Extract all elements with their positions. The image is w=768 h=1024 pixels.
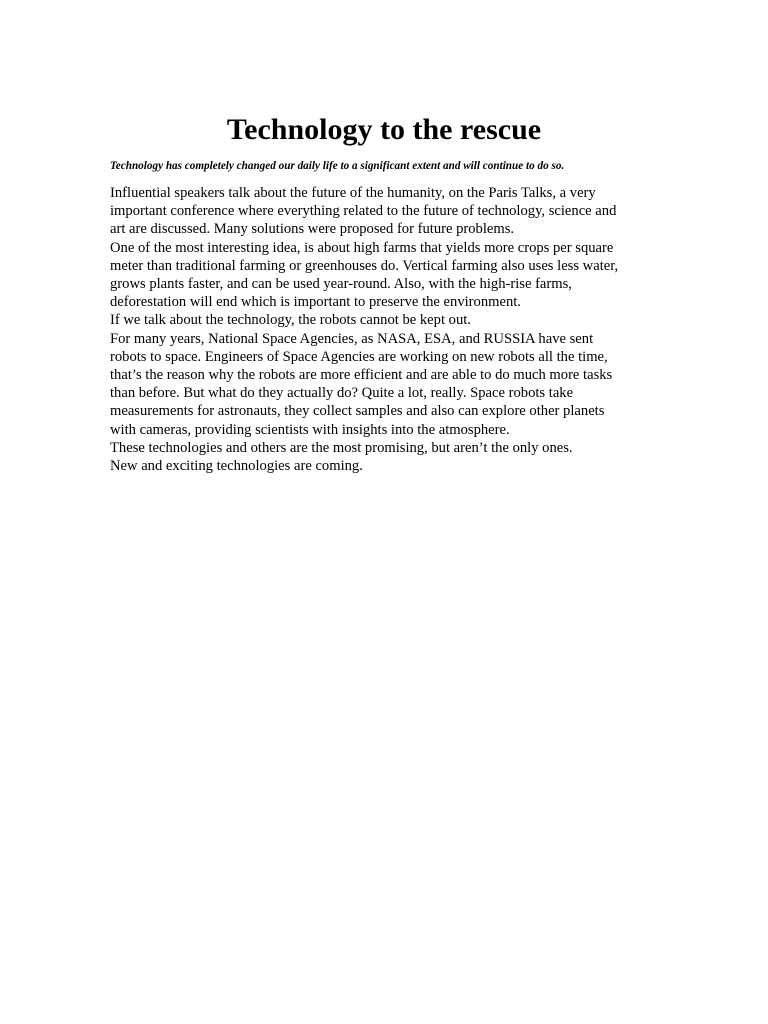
document-body (110, 184, 670, 475)
body-line: robots to space. Engineers of Space Agencies are working on new robots all the time, (110, 348, 608, 365)
body-line: If we talk about the technology, the robots cannot be kept out. (110, 312, 471, 329)
body-line: grows plants faster, and can be used year-round. Also, with the high-rise farms, (110, 276, 572, 293)
body-line: These technologies and others are the most promising, but aren’t the only ones. (110, 439, 573, 456)
body-line: New and exciting technologies are coming. (110, 458, 363, 475)
body-line: than before. But what do they actually do? Quite a lot, really. Space robots take (110, 385, 574, 402)
document-subtitle: Technology has completely changed our daily life to a significant extent and will continue to do so. (110, 160, 565, 172)
body-line: meter than traditional farming or greenhouses do. Vertical farming also uses less water, (110, 257, 619, 274)
body-line: For many years, National Space Agencies, as NASA, ESA, and RUSSIA have sent (110, 330, 594, 347)
body-line: measurements for astronauts, they collect samples and also can explore other planets (110, 403, 605, 420)
body-line: with cameras, providing scientists with insights into the atmosphere. (110, 421, 510, 438)
body-line: art are discussed. Many solutions were proposed for future problems. (110, 221, 515, 238)
body-line: deforestation will end which is important to preserve the environment. (110, 294, 521, 311)
body-line: important conference where everything related to the future of technology, science and (110, 203, 617, 220)
body-line: Influential speakers talk about the future of the humanity, on the Paris Talks, a very (110, 185, 596, 201)
body-line: that’s the reason why the robots are more efficient and are able to do much more tasks (110, 367, 613, 384)
body-line: One of the most interesting idea, is about high farms that yields more crops per square (110, 239, 614, 256)
document-title: Technology to the rescue (226, 113, 542, 146)
